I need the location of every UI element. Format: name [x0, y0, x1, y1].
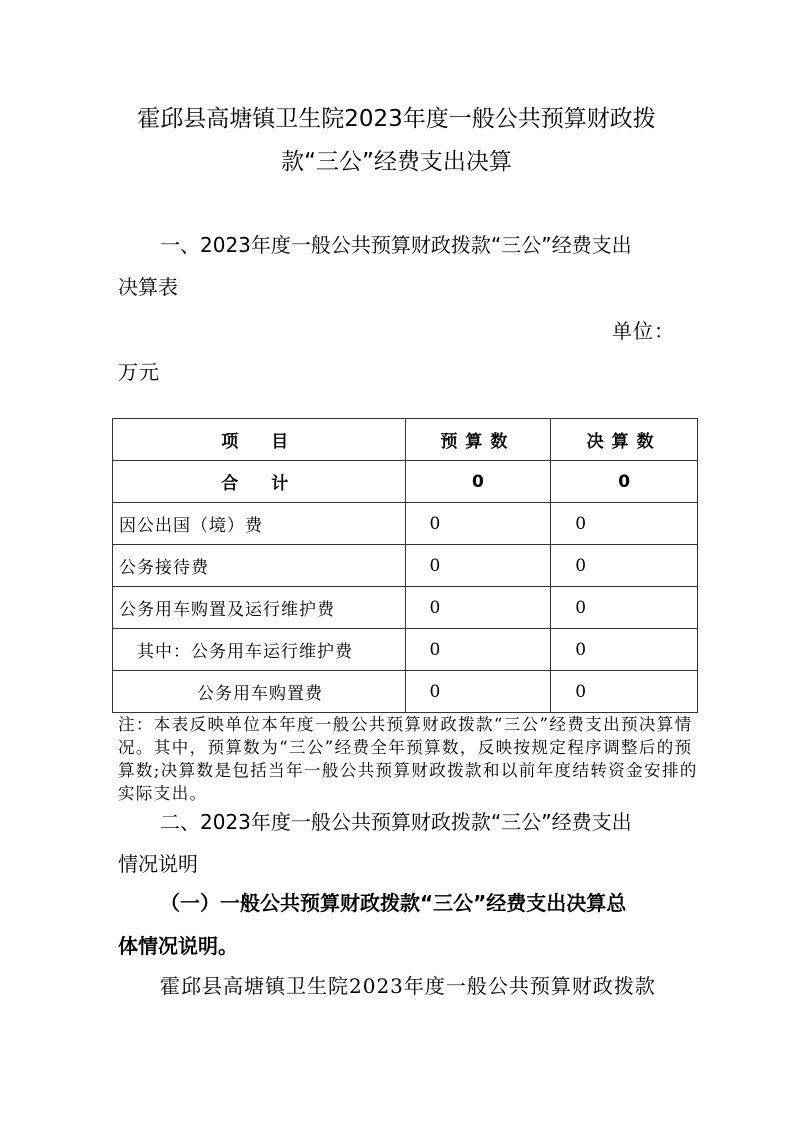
- table-row: [113, 587, 698, 629]
- row-label: 公务用车购置及运行维护费: [113, 587, 406, 629]
- header-budget: 预算数: [405, 419, 551, 461]
- section1-heading: 一、2023年度一般公共预算财政拨款“三公”经费支出: [160, 233, 632, 257]
- row-label: 公务接待费: [113, 545, 406, 587]
- total-budget: 0: [405, 461, 551, 503]
- row-budget: 0: [405, 671, 551, 713]
- row-final: 0: [551, 671, 698, 713]
- unit-label: 单位：: [612, 319, 675, 343]
- subsection1-heading-cont: 体情况说明。: [118, 934, 238, 958]
- table-row: [113, 629, 698, 671]
- row-final: 0: [551, 503, 698, 545]
- row-label: 因公出国（境）费: [113, 503, 406, 545]
- header-item: 项 目: [113, 419, 406, 461]
- row-final: 0: [551, 545, 698, 587]
- table-row: [113, 671, 698, 713]
- body-paragraph: 霍邱县高塘镇卫生院2023年度一般公共预算财政拨款: [160, 974, 656, 998]
- doc-title-line2: 款“三公”经费支出决算: [281, 149, 512, 175]
- row-budget: 0: [405, 587, 551, 629]
- section2-heading: 二、2023年度一般公共预算财政拨款“三公”经费支出: [160, 810, 632, 834]
- row-final: 0: [551, 587, 698, 629]
- row-budget: 0: [405, 545, 551, 587]
- table-total-row: [113, 461, 698, 503]
- unit-value: 万元: [118, 360, 160, 384]
- three-public-expenses-table: [112, 418, 698, 713]
- total-label: 合 计: [113, 461, 406, 503]
- row-budget: 0: [405, 629, 551, 671]
- table-row: [113, 503, 698, 545]
- table-row: [113, 545, 698, 587]
- row-final: 0: [551, 629, 698, 671]
- row-budget: 0: [405, 503, 551, 545]
- row-label: 其中：公务用车运行维护费: [113, 629, 406, 671]
- doc-title-line1: 霍邱县高塘镇卫生院2023年度一般公共预算财政拨: [137, 106, 656, 132]
- header-final: 决算数: [551, 419, 698, 461]
- table-note: 注：本表反映单位本年度一般公共预算财政拨款“三公”经费支出预决算情况。其中，预算数为“三公”经费全年预算数，反映按规定程序调整后的预算数;决算数是包括当年一般公共预算财政拨款和以前年度结转资金安排的实际支出。: [118, 715, 698, 803]
- table-header-row: [113, 419, 698, 461]
- section2-heading-cont: 情况说明: [118, 852, 198, 876]
- subsection1-heading: （一）一般公共预算财政拨款“三公”经费支出决算总: [160, 891, 627, 915]
- section1-heading-cont: 决算表: [118, 275, 178, 299]
- total-final: 0: [551, 461, 698, 503]
- row-label: 公务用车购置费: [113, 671, 406, 713]
